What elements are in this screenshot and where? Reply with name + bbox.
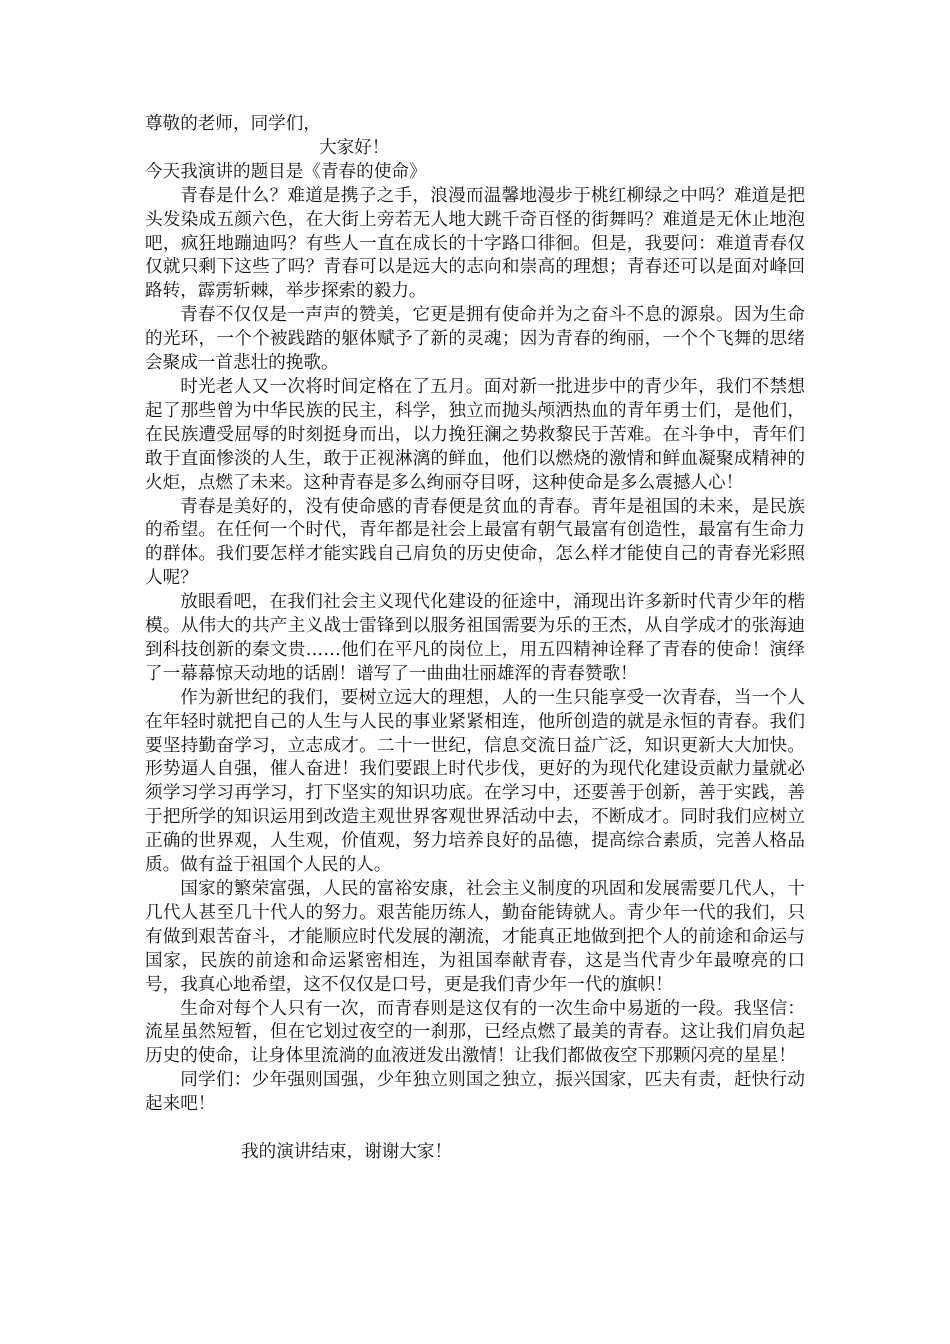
paragraph: 放眼看吧，在我们社会主义现代化建设的征途中，涌现出许多新时代青少年的楷模。从伟大的共产主义战士雷锋到以服务祖国需要为乐的王杰，从自学成才的张海迪到科技创新的秦文贵……他们在平凡的岗位上，用五四精神诠释了青春的使命！演绎了一幕幕惊天动地的话剧！谱写了一曲曲壮丽雄浑的青春赞歌！: [145, 592, 805, 684]
paragraph: 同学们：少年强则国强，少年独立则国之独立，振兴国家，匹夫有责，赶快行动起来吧！: [145, 1070, 805, 1115]
paragraph: 作为新世纪的我们，要树立远大的理想，人的一生只能享受一次青春，当一个人在年轻时就把自己的人生与人民的事业紧紧相连，他所创造的就是永恒的青春。我们要坚持勤奋学习，立志成才。二十一世纪，信息交流日益广泛，知识更新大大加快。形势逼人自强，催人奋进！我们要跟上时代步伐，更好的为现代化建设贡献力量就必须学习学习再学习，打下坚实的知识功底。在学习中，还要善于创新，善于实践，善于把所学的知识运用到改造主观世界客观世界活动中去，不断成才。同时我们应树立正确的世界观，人生观，价值观，努力培养良好的品德，提高综合素质，完善人格品质。做有益于祖国个人民的人。: [145, 687, 805, 876]
greeting: 大家好！: [319, 137, 390, 158]
paragraph: 青春是美好的，没有使命感的青春便是贫血的青春。青年是祖国的未来，是民族的希望。在任何一个时代，青年都是社会上最富有朝气最富有创造性，最富有生命力的群体。我们要怎样才能实践自己肩负的历史使命，怎么样才能使自己的青春光彩照人呢？: [145, 496, 805, 589]
paragraph: 国家的繁荣富强，人民的富裕安康，社会主义制度的巩固和发展需要几代人，十几代人甚至几十代人的努力。艰苦能历练人，勤奋能铸就人。青少年一代的我们，只有做到艰苦奋斗，才能顺应时代发展的潮流，才能真正地做到把个人的前途和命运与国家，民族的前途和命运紧密相连，为祖国奉献青春，这是当代青少年最嘹亮的口号，我真心地希望，这不仅仅是口号，更是我们青少年一代的旗帜！: [145, 879, 805, 995]
paragraph: 青春不仅仅是一声声的赞美，它更是拥有使命并为之奋斗不息的源泉。因为生命的光环，一个个被践踏的躯体赋予了新的灵魂；因为青春的绚丽，一个个飞舞的思绪会聚成一首悲壮的挽歌。: [145, 305, 805, 374]
blank-line: [145, 1117, 805, 1141]
speech-topic: 今天我演讲的题目是《青春的使命》: [145, 161, 427, 182]
paragraph: 青春是什么？难道是携子之手，浪漫而温馨地漫步于桃红柳绿之中吗？难道是把头发染成五颜六色，在大街上旁若无人地大跳千奇百怪的街舞吗？难道是无休止地泡吧，疯狂地蹦迪吗？有些人一直在成长的十字路口徘徊。但是，我要问：难道青春仅仅就只剩下这些了吗？青春可以是远大的志向和崇高的理想；青春还可以是面对峰回路转，霹雳斩棘，举步探索的毅力。: [145, 185, 805, 302]
closing-line: 我的演讲结束，谢谢大家！: [241, 1142, 453, 1163]
paragraph: 时光老人又一次将时间定格在了五月。面对新一批进步中的青少年，我们不禁想起了那些曾为中华民族的民主，科学，独立而抛头颅洒热血的青年勇士们，是他们，在民族遭受屈辱的时刻挺身而出，以力挽狂澜之势救黎民于苦难。在斗争中，青年们敢于直面惨淡的人生，敢于正视淋漓的鲜血，他们以燃烧的激情和鲜血凝聚成精神的火炬，点燃了未来。这种青春是多么绚丽夺目呀，这种使命是多么震撼人心！: [145, 376, 805, 493]
speech-document: [145, 113, 805, 1165]
salutation: 尊敬的老师，同学们，: [145, 114, 321, 134]
paragraph: 生命对每个人只有一次，而青春则是这仅有的一次生命中易逝的一段。我坚信：流星虽然短暂，但在它划过夜空的一刹那，已经点燃了最美的青春。这让我们肩负起历史的使命，让身体里流淌的血液迸发出激情！让我们都做夜空下那颗闪亮的星星！: [145, 998, 805, 1067]
